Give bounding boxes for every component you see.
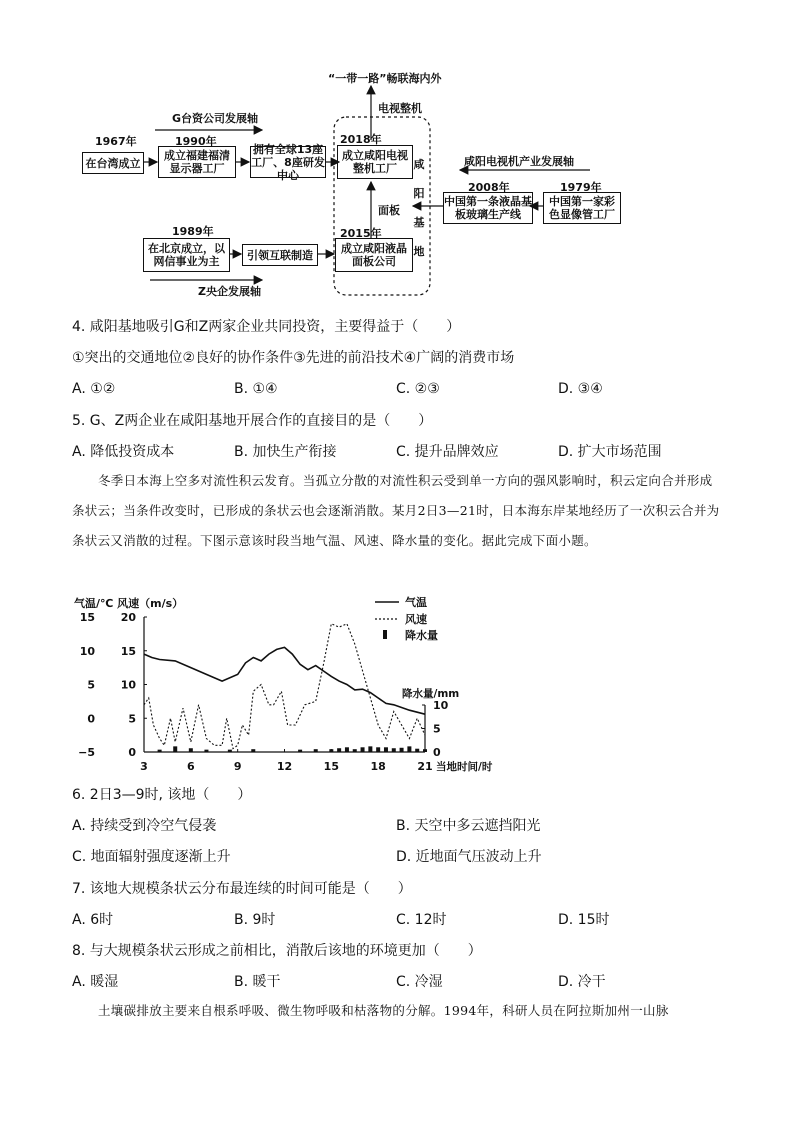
x-tick-label: 12 bbox=[276, 760, 293, 773]
q4-option-c[interactable]: C. ②③ bbox=[396, 381, 440, 397]
box-first-crt: 中国第一家彩色显像管工厂 bbox=[543, 192, 621, 224]
box-fujian: 成立福建福清显示器工厂 bbox=[158, 146, 236, 178]
precip-bar bbox=[228, 750, 232, 752]
precip-bar bbox=[368, 746, 372, 752]
q4-statements: ①突出的交通地位②良好的协作条件③先进的前沿技术④广阔的消费市场 bbox=[72, 350, 515, 366]
passage-soil: 土壤碳排放主要来自根系呼吸、微生物呼吸和枯落物的分解。1994年，科研人员在阿拉斯加州一山脉 bbox=[98, 1003, 669, 1018]
x-tick-label: 18 bbox=[370, 760, 386, 773]
wind-tick-label: 5 bbox=[128, 712, 136, 726]
wind-tick-label: 10 bbox=[120, 678, 136, 692]
q5-option-d[interactable]: D. 扩大市场范围 bbox=[558, 444, 662, 460]
year-1990: 1990年 bbox=[175, 135, 217, 148]
tv-label: 电视整机 bbox=[378, 102, 422, 115]
left-axis-title: 气温/℃ 风速（m/s） bbox=[74, 597, 184, 610]
q4-option-a[interactable]: A. ①② bbox=[72, 381, 116, 397]
precip-bar bbox=[361, 747, 365, 752]
precip-tick-label: 0 bbox=[433, 746, 441, 759]
wind-tick-label: 15 bbox=[120, 644, 136, 658]
box-lead: 引领互联制造 bbox=[242, 244, 318, 266]
x-tick-label: 6 bbox=[187, 760, 195, 773]
temp-line bbox=[144, 647, 425, 714]
box-beijing: 在北京成立，以网信事业为主 bbox=[143, 238, 230, 272]
q7-stem: 7. 该地大规模条状云分布最连续的时间可能是（ ） bbox=[72, 881, 412, 897]
legend-precip-label: 降水量 bbox=[405, 629, 438, 642]
q4-stem: 4. 咸阳基地吸引G和Z两家企业共同投资，主要得益于（ ） bbox=[72, 319, 461, 335]
q8-stem: 8. 与大规模条状云形成之前相比，消散后该地的环境更加（ ） bbox=[72, 943, 482, 959]
q5-option-c[interactable]: C. 提升品牌效应 bbox=[396, 444, 499, 460]
year-1989: 1989年 bbox=[172, 225, 214, 238]
box-first-lcd: 中国第一条液晶基板玻璃生产线 bbox=[443, 192, 533, 224]
temp-tick-label: 0 bbox=[87, 712, 95, 726]
box-xianyang-lcd: 成立咸阳液晶面板公司 bbox=[335, 238, 413, 272]
precip-bar bbox=[400, 748, 404, 752]
q6-option-c[interactable]: C. 地面辐射强度逐渐上升 bbox=[72, 849, 231, 865]
year-2008: 2008年 bbox=[468, 181, 510, 194]
precip-bar bbox=[298, 750, 302, 752]
right-axis-title: 降水量/mm bbox=[402, 688, 460, 700]
precip-bar bbox=[204, 750, 208, 752]
q8-option-c[interactable]: C. 冷湿 bbox=[396, 974, 443, 990]
precip-bar bbox=[384, 747, 388, 752]
precip-bar bbox=[158, 750, 162, 752]
industry-diagram bbox=[0, 0, 794, 305]
x-tick-label: 21 bbox=[417, 760, 433, 773]
xy-axis-label: 咸阳电视机产业发展轴 bbox=[464, 155, 574, 168]
legend-temp-label: 气温 bbox=[405, 596, 427, 609]
wind-line bbox=[144, 624, 425, 749]
q7-option-b[interactable]: B. 9时 bbox=[234, 912, 276, 928]
precip-bar bbox=[345, 747, 349, 752]
precip-bar bbox=[314, 749, 318, 752]
q7-option-c[interactable]: C. 12时 bbox=[396, 912, 447, 928]
precip-bar bbox=[423, 749, 427, 752]
precip-bar bbox=[337, 748, 341, 752]
q4-option-d[interactable]: D. ③④ bbox=[558, 381, 603, 397]
base-label: 咸 阳 基 地 bbox=[413, 158, 425, 258]
precip-tick-label: 10 bbox=[433, 699, 449, 712]
temp-tick-label: −5 bbox=[78, 746, 95, 759]
precip-tick-label: 5 bbox=[433, 722, 441, 736]
year-2018: 2018年 bbox=[340, 133, 382, 146]
q5-stem: 5. G、Z两企业在咸阳基地开展合作的直接目的是（ ） bbox=[72, 413, 433, 429]
panel-label: 面板 bbox=[378, 204, 400, 217]
top-caption: “一带一路”畅联海内外 bbox=[328, 72, 442, 85]
z-axis-label: Z央企发展轴 bbox=[198, 285, 261, 298]
q6-stem: 6. 2日3—9时, 该地（ ） bbox=[72, 787, 252, 803]
precip-bar bbox=[189, 748, 193, 752]
g-axis-label: G台资公司发展轴 bbox=[172, 112, 259, 125]
chart-svg bbox=[60, 592, 500, 777]
x-axis-title: 当地时间/时 bbox=[436, 761, 493, 773]
q8-option-a[interactable]: A. 暖湿 bbox=[72, 974, 119, 990]
year-1967: 1967年 bbox=[95, 135, 137, 148]
x-tick-label: 15 bbox=[323, 760, 339, 773]
precip-bar bbox=[415, 749, 419, 752]
precip-bar bbox=[251, 749, 255, 752]
precip-bar bbox=[407, 746, 411, 752]
q7-option-a[interactable]: A. 6时 bbox=[72, 912, 114, 928]
weather-chart bbox=[60, 592, 500, 777]
passage-clouds: 冬季日本海上空多对流性积云发育。当孤立分散的对流性积云受到单一方向的强风影响时，积云定向合并形成条状云；当条件改变时，已形成的条状云也会逐渐消散。某月2日3—21时，日本海东岸某地经历了一次积云合并为条状云又消散的过程。下图示意该时段当地气温、风速、降水量的变化。据此完成下面小题。 bbox=[72, 473, 720, 548]
box-taiwan: 在台湾成立 bbox=[82, 152, 144, 174]
precip-bar bbox=[329, 749, 333, 752]
q6-option-b[interactable]: B. 天空中多云遮挡阳光 bbox=[396, 818, 541, 834]
q8-option-b[interactable]: B. 暖干 bbox=[234, 974, 281, 990]
precip-bar bbox=[173, 746, 177, 752]
x-tick-label: 3 bbox=[140, 760, 148, 773]
box-xianyang-tv: 成立咸阳电视整机工厂 bbox=[337, 145, 413, 179]
q5-option-a[interactable]: A. 降低投资成本 bbox=[72, 444, 175, 460]
temp-tick-label: 15 bbox=[79, 611, 95, 624]
wind-tick-label: 20 bbox=[120, 611, 136, 624]
precip-bar bbox=[353, 749, 357, 752]
q7-option-d[interactable]: D. 15时 bbox=[558, 912, 610, 928]
year-1979: 1979年 bbox=[560, 181, 602, 194]
q5-option-b[interactable]: B. 加快生产衔接 bbox=[234, 444, 337, 460]
precip-bar bbox=[376, 747, 380, 752]
x-tick-label: 9 bbox=[233, 760, 242, 773]
q6-option-a[interactable]: A. 持续受到冷空气侵袭 bbox=[72, 818, 217, 834]
q8-option-d[interactable]: D. 冷干 bbox=[558, 974, 606, 990]
temp-tick-label: 5 bbox=[87, 678, 95, 692]
legend-wind-label: 风速 bbox=[405, 613, 427, 626]
q6-option-d[interactable]: D. 近地面气压波动上升 bbox=[396, 849, 542, 865]
box-global: 拥有全球13座工厂、8座研发中心 bbox=[251, 142, 325, 182]
wind-tick-label: 0 bbox=[128, 746, 136, 759]
year-2015: 2015年 bbox=[340, 227, 382, 240]
temp-tick-label: 10 bbox=[79, 644, 95, 658]
q4-option-b[interactable]: B. ①④ bbox=[234, 381, 278, 397]
legend-precip-swatch bbox=[383, 630, 387, 639]
precip-bar bbox=[392, 748, 396, 752]
